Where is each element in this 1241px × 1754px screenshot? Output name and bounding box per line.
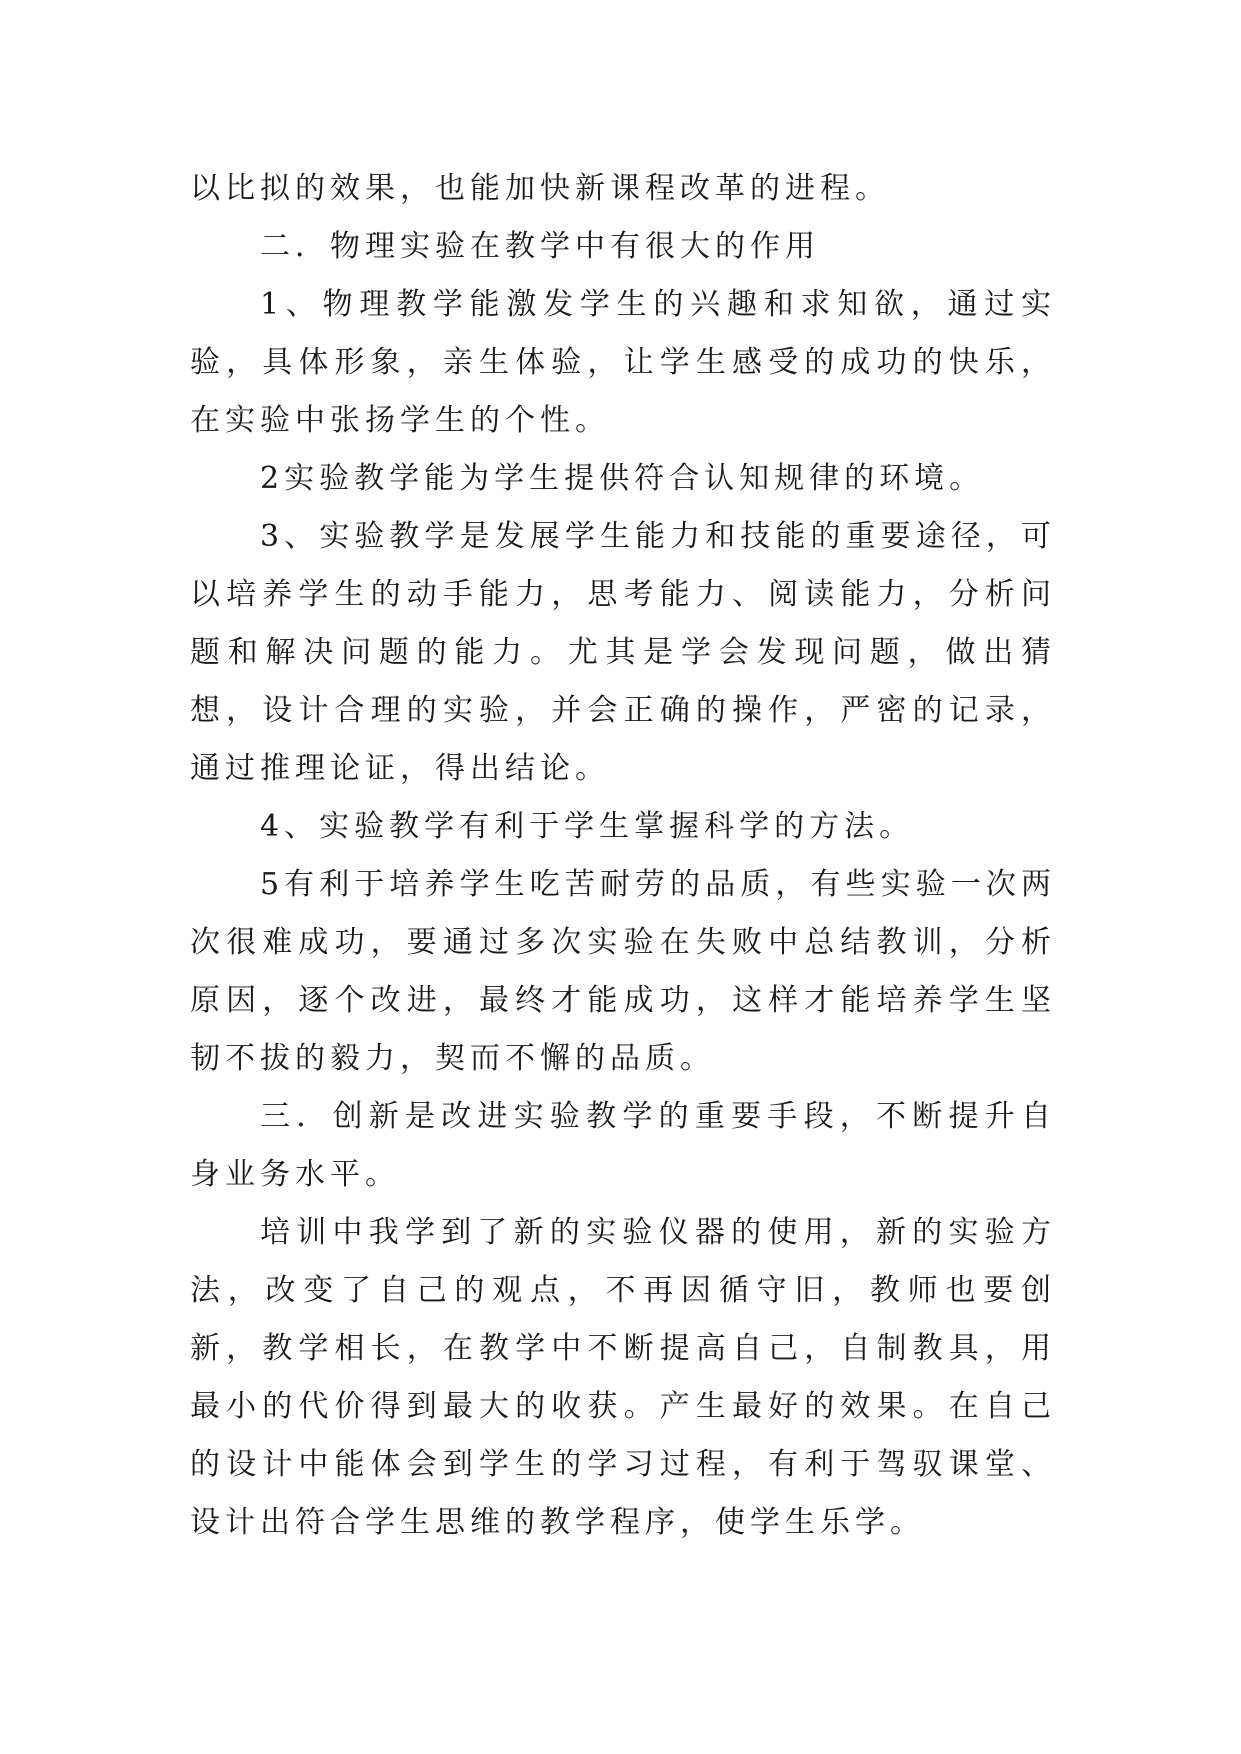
document-body: [190, 160, 1056, 1552]
paragraph-continuation: 以比拟的效果，也能加快新课程改革的进程。: [190, 171, 890, 206]
paragraph-point-3: 3、实验教学是发展学生能力和技能的重要途径，可以培养学生的动手能力，思考能力、阅读能力，分析问题和解决问题的能力。尤其是学会发现问题，做出猜想，设计合理的实验，并会正确的操作，严密的记录，通过推理论证，得出结论。: [190, 519, 1056, 786]
section-heading-3: 三．创新是改进实验教学的重要手段，不断提升自身业务水平。: [190, 1099, 1056, 1192]
section-heading-2: 二．物理实验在教学中有很大的作用: [260, 229, 820, 264]
paragraph-point-4: 4、实验教学有利于学生掌握科学的方法。: [260, 809, 915, 844]
paragraph-training: 培训中我学到了新的实验仪器的使用，新的实验方法，改变了自己的观点，不再因循守旧，教师也要创新，教学相长，在教学中不断提高自己，自制教具，用最小的代价得到最大的收获。产生最好的效果。在自己的设计中能体会到学生的学习过程，有利于驾驭课堂、设计出符合学生思维的教学程序，使学生乐学。: [190, 1215, 1056, 1540]
paragraph-point-2: 2实验教学能为学生提供符合认知规律的环境。: [260, 461, 985, 496]
paragraph-point-5: 5有利于培养学生吃苦耐劳的品质，有些实验一次两次很难成功，要通过多次实验在失败中总结教训，分析原因，逐个改进，最终才能成功，这样才能培养学生坚韧不拔的毅力，契而不懈的品质。: [190, 867, 1056, 1076]
paragraph-point-1: 1、物理教学能激发学生的兴趣和求知欲，通过实验，具体形象，亲生体验，让学生感受的成功的快乐，在实验中张扬学生的个性。: [190, 287, 1056, 438]
